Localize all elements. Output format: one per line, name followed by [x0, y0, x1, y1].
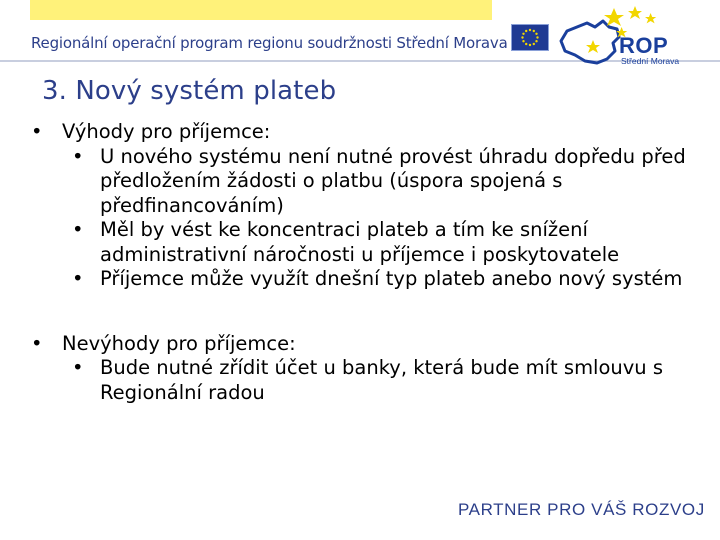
eu-flag-icon [511, 24, 549, 51]
section-heading-advantages: • Výhody pro příjemce: [0, 120, 720, 145]
section-heading-disadvantages: • Nevýhody pro příjemce: [0, 332, 720, 357]
program-name: Regionální operační program regionu soudržnosti Střední Morava [31, 34, 508, 52]
list-item: • Příjemce může využít dnešní typ plateb anebo nový systém [0, 267, 720, 292]
section-spacer [0, 292, 720, 332]
list-item: • U nového systému není nutné provést úhradu dopředu před předložením žádosti o platbu (úspora spojená s předfinancováním) [0, 145, 720, 219]
rop-logo-subtitle: Střední Morava [621, 56, 680, 66]
list-item: • Měl by vést ke koncentraci plateb a tím ke snížení administrativní náročnosti u příjemce i poskytovatele [0, 218, 720, 267]
header-yellow-bar [30, 0, 492, 20]
slide-content [0, 120, 720, 405]
slide-title: 3. Nový systém plateb [42, 76, 337, 106]
rop-logo-text: ROP [619, 33, 669, 58]
list-item: • Bude nutné zřídit účet u banky, která bude mít smlouvu s Regionální radou [0, 356, 720, 405]
footer-slogan: PARTNER PRO VÁŠ ROZVOJ [458, 500, 705, 519]
